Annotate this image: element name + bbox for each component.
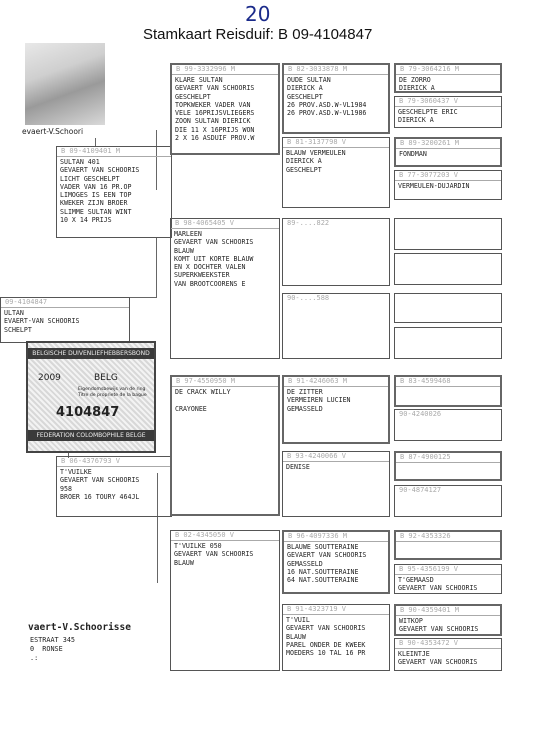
page-title: Stamkaart Reisduif: B 09-4104847 bbox=[143, 26, 373, 43]
pigeon-details: MARLEEN GEVAERT VAN SCHOORIS BLAUW KOMT UIT KORTE BLAUW EN X DOCHTER VALEN SUPERKWEEKSTER VAN BROOTCOORENS E bbox=[174, 230, 254, 288]
pedigree-box-sire-sire bbox=[170, 63, 280, 155]
pedigree-box-gen4 bbox=[394, 604, 502, 636]
pigeon-details: WITKOP GEVAERT VAN SCHOORIS bbox=[399, 617, 479, 634]
pedigree-box-gen3 bbox=[282, 218, 390, 286]
photo-caption: evaert-V.Schoori bbox=[22, 127, 84, 136]
ring-number: B 89-3200261 M bbox=[396, 139, 500, 149]
ring-number: B 81-3137798 V bbox=[283, 138, 389, 148]
pedigree-box-gen4-empty bbox=[394, 327, 502, 359]
ring-number: 90-4874127 bbox=[399, 486, 442, 494]
ring-top-band: BELGISCHE DUIVENLIEFHEBBERSBOND bbox=[28, 348, 154, 359]
pedigree-box-dam bbox=[56, 456, 172, 517]
pigeon-owner-photo bbox=[25, 43, 105, 125]
ring-country: BELG bbox=[94, 373, 118, 383]
pedigree-box-gen4 bbox=[394, 63, 502, 93]
pigeon-details: KLARE SULTAN GEVAERT VAN SCHOORIS GESCHELPT TOPKWEKER VADER VAN VELE 16PRIJSVLIEGERS ZOON SULTAN DIERICK DIE 11 X 16PRIJS WON 2 X 16 ASDUIF PROV.W bbox=[175, 76, 255, 143]
ring-number: 89-....822 bbox=[287, 219, 330, 227]
pedigree-box-gen4 bbox=[394, 564, 502, 594]
ring-number: B 97-4550950 M bbox=[172, 377, 278, 387]
pigeon-details: T'VUILKE GEVAERT VAN SCHOORIS 958 BROER 16 TOURY 464JL bbox=[60, 468, 140, 501]
pigeon-details: VERMEULEN-DUJARDIN bbox=[398, 182, 470, 190]
pigeon-details: KLEINTJE GEVAERT VAN SCHOORIS bbox=[398, 650, 478, 667]
ring-number: 90-4240026 bbox=[399, 410, 442, 418]
ring-number: 90-....588 bbox=[287, 294, 330, 302]
subject-ring: 09-4104847 bbox=[1, 298, 129, 308]
pigeon-details: SULTAN 401 GEVAERT VAN SCHOORIS LICHT GESCHELPT VADER VAN 16 PR.OP LIMOGES IS EEN TOP KWEKER ZIJN BROER SLIMME SULTAN WINT 10 X 14 PRIJS bbox=[60, 158, 140, 225]
pigeon-details: T'VUILKE 050 GEVAERT VAN SCHOORIS BLAUW bbox=[174, 542, 254, 567]
ring-number: B 09-4109401 M bbox=[57, 147, 171, 157]
pedigree-box-gen4 bbox=[394, 96, 502, 128]
pedigree-box-dam-dam bbox=[170, 530, 280, 671]
pedigree-box-gen4 bbox=[394, 375, 502, 407]
pigeon-details: OUDE SULTAN DIERICK A GESCHELPT 26 PROV.ASD.W-VL1984 26 PROV.ASD.W-VL1986 bbox=[287, 76, 367, 118]
connector-line bbox=[95, 138, 96, 146]
ring-number: B 82-3033878 M bbox=[284, 65, 388, 75]
ring-number: B 96-4097336 M bbox=[284, 532, 388, 542]
pedigree-box-gen4 bbox=[394, 137, 502, 167]
ring-number: B 06-4376793 V bbox=[57, 457, 171, 467]
ring-number: B 91-4323719 V bbox=[283, 605, 389, 615]
pedigree-box-gen4 bbox=[394, 409, 502, 441]
ring-number: B 83-4599468 bbox=[396, 377, 500, 387]
pigeon-details: DE ZORRO DIERICK A bbox=[399, 76, 435, 93]
ring-number: B 90-4353472 V bbox=[395, 639, 501, 649]
pigeon-details: DE ZITTER VERMEIREN LUCIEN GEMASSELD bbox=[287, 388, 351, 413]
pigeon-details: DE CRACK WILLY CRAYONEE bbox=[175, 388, 231, 413]
pigeon-details: GESCHELPTE ERIC DIERICK A bbox=[398, 108, 458, 125]
subject-box bbox=[0, 297, 130, 343]
pedigree-box-gen4 bbox=[394, 638, 502, 671]
pigeon-details: BLAUW VERMEULEN DIERICK A GESCHELPT bbox=[286, 149, 346, 174]
ring-number: B 02-4345050 V bbox=[171, 531, 279, 541]
ring-small-text: Eigendomsbewijs van de ring Titre de propriete de la bague bbox=[78, 387, 147, 398]
pedigree-box-gen3 bbox=[282, 451, 390, 517]
owner-address: ESTRAAT 345 0 RONSE .: bbox=[30, 636, 76, 662]
pedigree-box-sire bbox=[56, 146, 172, 238]
pedigree-box-gen3 bbox=[282, 375, 390, 444]
pedigree-box-gen4 bbox=[394, 170, 502, 200]
owner-name: vaert-V.Schoorisse bbox=[28, 622, 131, 633]
ring-number: B 90-4359401 M bbox=[396, 606, 500, 616]
pigeon-details: T'GEMAASD GEVAERT VAN SCHOORIS bbox=[398, 576, 478, 593]
connector-line bbox=[130, 297, 157, 298]
ring-number: B 79-3064216 M bbox=[396, 65, 500, 75]
ring-number: B 92-4353326 bbox=[396, 532, 500, 542]
pedigree-box-gen4-empty bbox=[394, 293, 502, 323]
ring-number: B 91-4246063 M bbox=[284, 377, 388, 387]
connector-line bbox=[156, 238, 157, 298]
ring-number: 4104847 bbox=[56, 405, 120, 420]
pigeon-details: T'VUIL GEVAERT VAN SCHOORIS BLAUW PAREL ONDER DE KWEEK MOEDERS 10 TAL 16 PR bbox=[286, 616, 366, 658]
ring-bottom-band: FEDERATION COLOMBOPHILE BELGE bbox=[28, 430, 154, 441]
pedigree-box-gen4 bbox=[394, 485, 502, 517]
pedigree-box-gen3 bbox=[282, 530, 390, 594]
subject-details: ULTAN EVAERT-VAN SCHOORIS SCHELPT bbox=[4, 309, 80, 334]
pigeon-details: FONDMAN bbox=[399, 150, 427, 158]
ring-year: 2009 bbox=[38, 373, 61, 383]
pedigree-box-gen4-empty bbox=[394, 218, 502, 250]
pedigree-box-sire-dam bbox=[170, 218, 280, 359]
pedigree-box-gen3 bbox=[282, 63, 390, 134]
pedigree-box-gen4-empty bbox=[394, 253, 502, 285]
pedigree-box-gen3 bbox=[282, 604, 390, 671]
ring-number: B 87-4900125 bbox=[396, 453, 500, 463]
pedigree-box-gen4 bbox=[394, 530, 502, 560]
ring-certificate bbox=[26, 341, 156, 453]
ring-number: B 95-4356199 V bbox=[395, 565, 501, 575]
pedigree-box-dam-sire bbox=[170, 375, 280, 516]
pigeon-details: DENISE bbox=[286, 463, 310, 471]
ring-number: B 77-3077203 V bbox=[395, 171, 501, 181]
pedigree-box-gen3 bbox=[282, 293, 390, 359]
pigeon-details: BLAUWE SOUTTERAINE GEVAERT VAN SCHOORIS GEMASSELD 16 NAT.SOUTTERAINE 64 NAT.SOUTTERAINE bbox=[287, 543, 367, 585]
ring-number: B 93-4240066 V bbox=[283, 452, 389, 462]
ring-number: B 98-4065405 V bbox=[171, 219, 279, 229]
pedigree-box-gen3 bbox=[282, 137, 390, 208]
ring-number: B 79-3060437 V bbox=[395, 97, 501, 107]
ring-number: B 99-3332996 M bbox=[172, 65, 278, 75]
page-number: 20 bbox=[245, 2, 271, 26]
pedigree-box-gen4 bbox=[394, 451, 502, 481]
